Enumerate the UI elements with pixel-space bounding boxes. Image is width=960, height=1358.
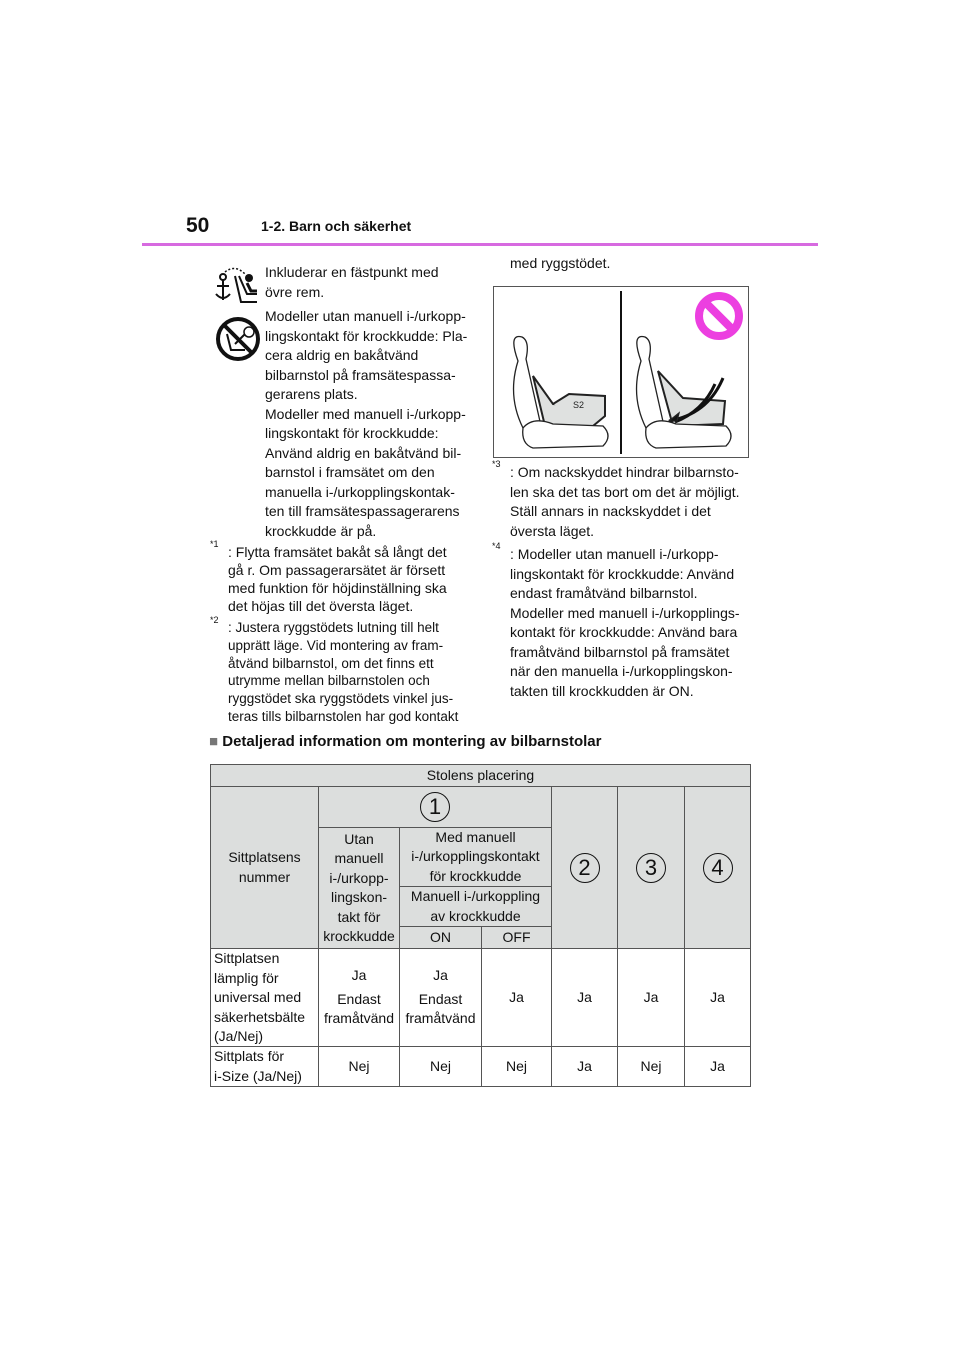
text-line: lingskontakt för krockkudde: Använd — [510, 565, 735, 582]
footnote-3 — [492, 459, 740, 541]
isize-cell: Nej — [481, 1046, 552, 1087]
text-line: Endast — [418, 990, 463, 1007]
text-line: framåtvänd — [323, 1010, 395, 1027]
text-line: Modeller utan manuell i-/urkopp- — [265, 308, 466, 324]
footnote-mark: *4 — [492, 541, 501, 551]
text-line: nummer — [238, 868, 291, 885]
universal-cell — [617, 948, 685, 1047]
isize-cell: Nej — [318, 1046, 400, 1087]
text-line: det höjas till det översta läget. — [228, 598, 414, 614]
universal-cell — [684, 948, 751, 1047]
text-line: lämplig för — [214, 969, 279, 986]
text-line: övre rem. — [265, 283, 325, 300]
text-line: Sittplatsens — [228, 849, 301, 865]
table-title: Stolens placering — [210, 764, 751, 787]
text-line: Inkluderar en fästpunkt med — [265, 264, 439, 280]
text-line: takten till krockkudden är ON. — [510, 682, 694, 699]
row-header-cell — [210, 786, 319, 949]
isize-cell: Ja — [551, 1046, 618, 1087]
position-2-marker: 2 — [570, 853, 600, 883]
text-line: med funktion för höjdinställning ska — [228, 580, 447, 596]
seat-label: S2 — [573, 400, 585, 410]
isize-cell: Nej — [617, 1046, 685, 1087]
footnote-mark: *1 — [210, 539, 219, 549]
top-tether-anchor-icon — [213, 266, 261, 304]
text-line: cera aldrig en bakåtvänd — [265, 347, 419, 363]
text-line: säkerhetsbälte — [214, 1008, 306, 1025]
footnote-text — [510, 463, 740, 541]
on-header: ON — [399, 926, 482, 949]
with-switch-header — [399, 827, 552, 887]
text-line: Ja — [351, 967, 367, 984]
no-rear-facing-seat-icon — [215, 316, 261, 362]
text-line: framåtvänd — [405, 1010, 476, 1027]
without-switch-header — [318, 827, 400, 949]
text-line: utrymme mellan bilbarnstolen och — [228, 673, 430, 689]
text-line: takt för — [337, 908, 381, 925]
text-line: framåtvänd bilbarnstol på framsätet — [510, 643, 730, 660]
text-line: manuella i-/urkopplingskontak- — [265, 483, 455, 500]
text-line: i-/urkopplingskontakt — [411, 848, 540, 865]
footnote-1 — [210, 539, 447, 615]
footnote-2-continued: med ryggstödet. — [510, 255, 611, 271]
text-line: Manuell i-/urkoppling — [410, 888, 541, 904]
position-1-marker: 1 — [420, 792, 450, 822]
text-line: Sittplatsen — [214, 950, 280, 966]
position-1-header — [318, 786, 552, 828]
text-line: lingskontakt för krockkudde: Pla- — [265, 327, 468, 344]
child-seat-illustration — [493, 286, 749, 458]
heading-bullet: ■ — [209, 733, 219, 750]
text-line: för krockkudde — [429, 867, 522, 884]
off-header: OFF — [481, 926, 552, 949]
page-number: 50 — [186, 214, 210, 237]
row-isize-label — [210, 1046, 319, 1087]
text-line: (Ja/Nej) — [214, 1028, 264, 1044]
isize-cell: Ja — [684, 1046, 751, 1087]
text-line: kontakt för krockkudde: Använd bara — [510, 624, 738, 640]
text-line: len ska det tas bort om det är möjligt. — [510, 483, 740, 500]
text-line: krockkudde är på. — [265, 522, 377, 539]
text-line: Utan — [344, 830, 374, 847]
text-line: teras tills bilbarnstolen har god kontakt — [228, 708, 459, 724]
text-line: krockkudde — [323, 928, 395, 944]
text-line: gå r. Om passagerarsätet är försett — [228, 562, 446, 578]
heading-text: Detaljerad information om montering av bilbarnstolar — [222, 733, 602, 750]
text-line: endast framåtvänd bilbarnstol. — [510, 585, 698, 601]
text-line: Ja — [577, 988, 592, 1005]
position-4-marker: 4 — [703, 853, 733, 883]
text-line: ryggstödet ska ryggstödets vinkel jus- — [228, 691, 454, 707]
text-line: Endast — [337, 990, 381, 1007]
footnote-mark: *2 — [210, 615, 219, 625]
text-line: upprätt läge. Vid montering av fram- — [228, 637, 444, 653]
position-3-header — [617, 786, 685, 949]
footnote-mark: *3 — [492, 459, 501, 469]
section-heading — [209, 733, 601, 750]
text-line: när den manuella i-/urkopplingskon- — [510, 663, 733, 679]
text-line: Ja — [643, 988, 659, 1005]
text-line: Modeller med manuell i-/urkopplings- — [510, 604, 740, 621]
text-line: Med manuell — [435, 828, 516, 845]
text-line: Ja — [710, 988, 725, 1005]
text-line: gerarens plats. — [265, 386, 358, 402]
text-line: ten till framsätespassagerarens — [265, 503, 460, 519]
manual-switch-header — [399, 886, 552, 927]
text-line: lingskontakt för krockkudde: — [265, 425, 439, 441]
universal-cell — [399, 948, 482, 1047]
header-divider — [142, 243, 818, 246]
footnote-text — [228, 619, 458, 726]
universal-cell — [318, 948, 400, 1047]
position-3-marker: 3 — [636, 853, 666, 883]
text-line: universal med — [214, 989, 302, 1005]
footnote-text — [510, 545, 740, 701]
footnote-2 — [210, 615, 459, 726]
text-line: Använd aldrig en bakåtvänd bil- — [265, 444, 462, 461]
text-line: : Modeller utan manuell i-/urkopp- — [510, 546, 719, 562]
footnote-text — [228, 543, 447, 615]
text-line: : Flytta framsätet bakåt så långt det — [228, 544, 447, 560]
universal-cell — [551, 948, 618, 1047]
text-line: i-/urkopp- — [329, 869, 389, 886]
text-line: Ja — [509, 988, 524, 1005]
text-line: bilbarnstol på framsätespassa- — [265, 366, 456, 383]
text-line: Modeller med manuell i-/urkopp- — [265, 405, 466, 422]
text-line: i-Size (Ja/Nej) — [214, 1067, 302, 1084]
text-line: av krockkudde — [430, 907, 521, 924]
footnote-4 — [492, 541, 740, 701]
text-line: Ställ annars in nackskyddet i det — [510, 503, 711, 519]
section-title: 1-2. Barn och säkerhet — [261, 218, 412, 234]
text-line: Sittplats för — [214, 1048, 285, 1064]
position-2-header — [551, 786, 618, 949]
text-line: manuell — [334, 850, 384, 866]
text-line: Ja — [433, 967, 448, 984]
position-4-header — [684, 786, 751, 949]
text-line: översta läget. — [510, 522, 595, 539]
icon-description-tether — [265, 263, 439, 302]
text-line: : Justera ryggstödets lutning till helt — [228, 620, 439, 635]
isize-cell: Nej — [399, 1046, 482, 1087]
text-line: åtvänd bilbarnstol, om det finns ett — [228, 655, 434, 671]
text-line: : Om nackskyddet hindrar bilbarnsto- — [510, 464, 739, 480]
icon-description-rear-facing — [265, 307, 467, 541]
text-line: barnstol i framsätet om den — [265, 464, 435, 480]
text-line: lingskon- — [330, 889, 388, 905]
universal-cell — [481, 948, 552, 1047]
row-universal-label — [210, 948, 319, 1047]
